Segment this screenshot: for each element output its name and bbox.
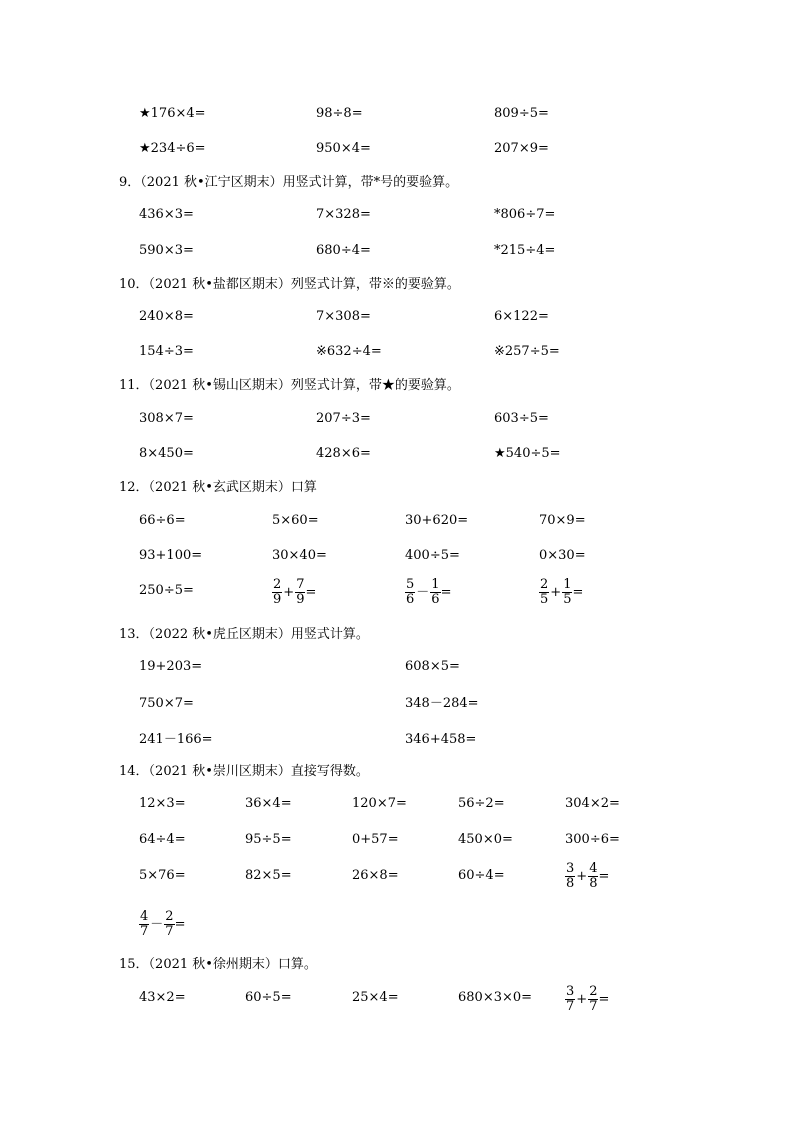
exercise: 56÷2= — [458, 796, 505, 811]
exercise: 70×9= — [539, 513, 586, 528]
fraction: $\frac{2}{9}$ — [273, 577, 282, 607]
exercise: 82×5= — [245, 868, 292, 883]
exercise: 400÷5= — [405, 548, 460, 563]
fraction: $\frac{2}{7}$ — [589, 984, 598, 1014]
q13-row-3 — [0, 730, 794, 750]
exercise: 240×8= — [139, 309, 194, 324]
p8-row-1 — [0, 104, 794, 124]
q10-row-2 — [0, 342, 794, 362]
exercise: 308×7= — [139, 411, 194, 426]
question-15-heading: 15．（2021 秋•徐州期末）口算。 — [119, 957, 317, 972]
q11-row-2 — [0, 444, 794, 464]
fraction-expression: $\frac{4}{7}$ － $\frac{2}{7}$ = — [140, 909, 186, 939]
exercise: ★234÷6= — [139, 141, 206, 156]
fraction-expression: $\frac{2}{5}$ + $\frac{1}{5}$ = — [540, 577, 584, 607]
fraction-expression: $\frac{5}{6}$ － $\frac{1}{6}$ = — [406, 577, 452, 607]
exercise: *215÷4= — [494, 243, 556, 258]
exercise: 60÷4= — [458, 868, 505, 883]
q11-row-1 — [0, 409, 794, 429]
q14-row-3 — [0, 866, 794, 886]
fraction: $\frac{4}{7}$ — [140, 909, 149, 939]
exercise: 450×0= — [458, 832, 513, 847]
fraction: $\frac{2}{7}$ — [165, 909, 174, 939]
q12-row-3 — [0, 582, 794, 602]
fraction-expression: $\frac{3}{8}$ + $\frac{4}{8}$ = — [566, 861, 610, 891]
exercise: 300÷6= — [565, 832, 620, 847]
exercise: 60÷5= — [245, 990, 292, 1005]
q13-row-2 — [0, 694, 794, 714]
question-14-heading: 14．（2021 秋•崇川区期末）直接写得数。 — [119, 764, 369, 779]
exercise: 66÷6= — [139, 513, 186, 528]
question-9-heading: 9．（2021 秋•江宁区期末）用竖式计算，带*号的要验算。 — [119, 175, 459, 190]
fraction: $\frac{3}{7}$ — [566, 984, 575, 1014]
fraction-expression: $\frac{3}{7}$ + $\frac{2}{7}$ = — [566, 984, 610, 1014]
exercise: 64÷4= — [139, 832, 186, 847]
exercise: 750×7= — [139, 696, 194, 711]
exercise: 0+57= — [352, 832, 399, 847]
exercise: 250÷5= — [139, 583, 194, 598]
q12-row-1 — [0, 511, 794, 531]
question-11-heading: 11．（2021 秋•锡山区期末）列竖式计算，带★的要验算。 — [119, 378, 460, 393]
exercise: ★176×4= — [139, 106, 206, 121]
exercise: 207×9= — [494, 141, 549, 156]
exercise: 95÷5= — [245, 832, 292, 847]
exercise: ※257÷5= — [494, 344, 560, 359]
q15-row-1 — [0, 988, 794, 1008]
fraction: $\frac{4}{8}$ — [589, 861, 598, 891]
fraction-expression: $\frac{2}{9}$ + $\frac{7}{9}$ = — [273, 577, 317, 607]
fraction: $\frac{3}{8}$ — [566, 861, 575, 891]
question-10-heading: 10．（2021 秋•盐都区期末）列竖式计算，带※的要验算。 — [119, 277, 460, 292]
exercise: 608×5= — [405, 659, 460, 674]
q9-row-2 — [0, 241, 794, 261]
exercise: 8×450= — [139, 446, 194, 461]
p8-row-2 — [0, 139, 794, 159]
exercise: ★540÷5= — [494, 446, 561, 461]
exercise: *806÷7= — [494, 207, 556, 222]
exercise: 25×4= — [352, 990, 399, 1005]
exercise: 19+203= — [139, 659, 203, 674]
exercise: 304×2= — [565, 796, 620, 811]
exercise: 346+458= — [405, 732, 477, 747]
exercise: 93+100= — [139, 548, 203, 563]
exercise: ※632÷4= — [316, 344, 382, 359]
exercise: 6×122= — [494, 309, 549, 324]
exercise: 36×4= — [245, 796, 292, 811]
exercise: 241－166= — [139, 732, 213, 747]
exercise: 43×2= — [139, 990, 186, 1005]
exercise: 5×60= — [272, 513, 319, 528]
q10-row-1 — [0, 307, 794, 327]
question-12-heading: 12．（2021 秋•玄武区期末）口算 — [119, 480, 317, 495]
exercise: 30×40= — [272, 548, 327, 563]
exercise: 809÷5= — [494, 106, 549, 121]
exercise: 207÷3= — [316, 411, 371, 426]
q13-row-1 — [0, 657, 794, 677]
exercise: 680÷4= — [316, 243, 371, 258]
exercise: 590×3= — [139, 243, 194, 258]
fraction: $\frac{2}{5}$ — [540, 577, 549, 607]
fraction: $\frac{1}{5}$ — [563, 577, 572, 607]
exercise: 12×3= — [139, 796, 186, 811]
exercise: 7×328= — [316, 207, 371, 222]
exercise: 950×4= — [316, 141, 371, 156]
exercise: 428×6= — [316, 446, 371, 461]
exercise: 26×8= — [352, 868, 399, 883]
exercise: 0×30= — [539, 548, 586, 563]
fraction: $\frac{5}{6}$ — [406, 577, 415, 607]
q14-row-1 — [0, 794, 794, 814]
question-13-heading: 13．（2022 秋•虎丘区期末）用竖式计算。 — [119, 627, 369, 642]
fraction: $\frac{7}{9}$ — [296, 577, 305, 607]
exercise: 7×308= — [316, 309, 371, 324]
exercise: 154÷3= — [139, 344, 194, 359]
exercise: 98÷8= — [316, 106, 363, 121]
q14-row-2 — [0, 830, 794, 850]
exercise: 120×7= — [352, 796, 407, 811]
exercise: 680×3×0= — [458, 990, 533, 1005]
q12-row-2 — [0, 546, 794, 566]
fraction: $\frac{1}{6}$ — [431, 577, 440, 607]
exercise: 436×3= — [139, 207, 194, 222]
exercise: 603÷5= — [494, 411, 549, 426]
exercise: 348－284= — [405, 696, 479, 711]
exercise: 5×76= — [139, 868, 186, 883]
q9-row-1 — [0, 205, 794, 225]
exercise: 30+620= — [405, 513, 469, 528]
